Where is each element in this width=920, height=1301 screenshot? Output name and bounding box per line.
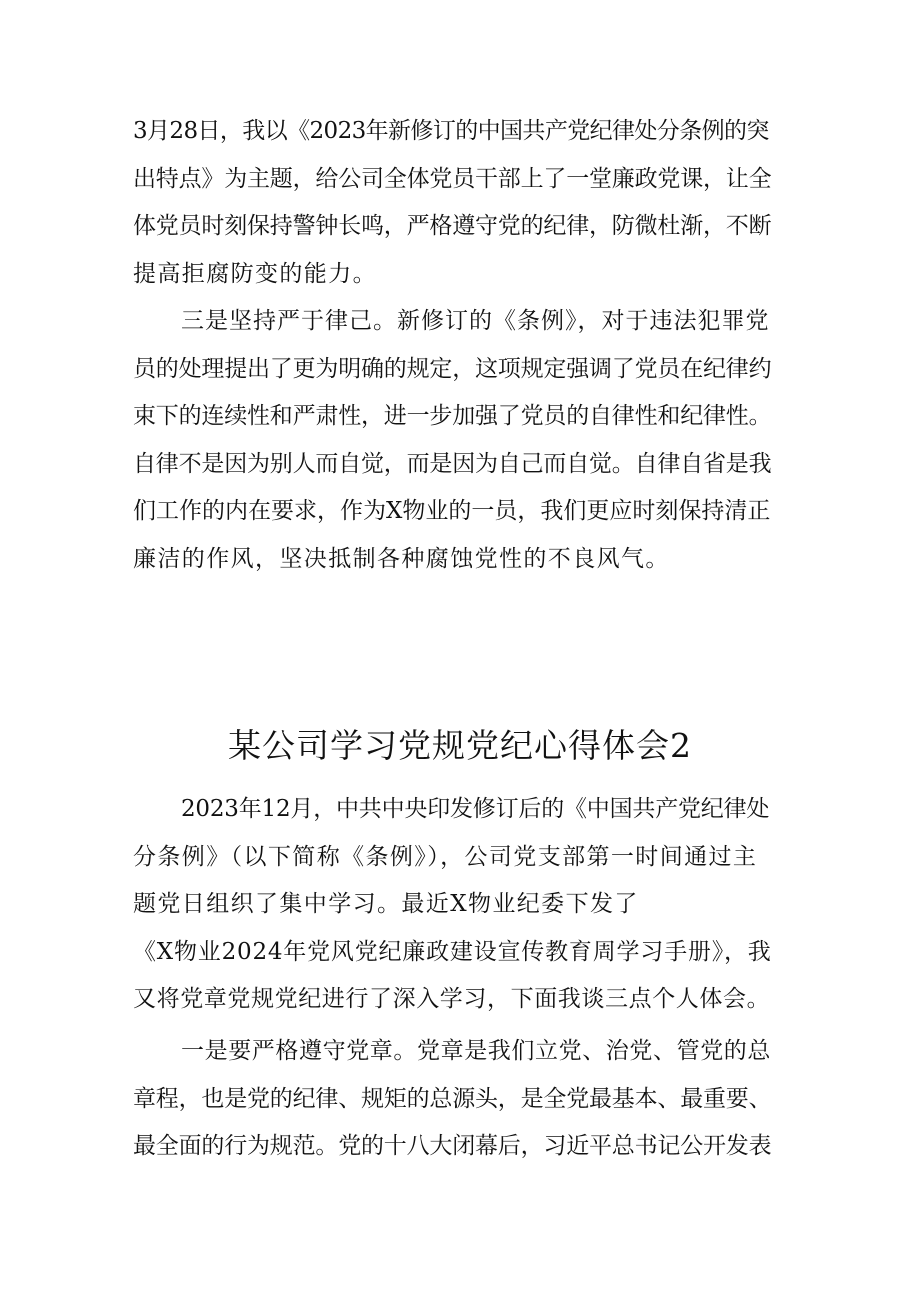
text-line: 《X物业2024年党风党纪廉政建设宣传教育周学习手册》，我	[133, 938, 772, 965]
text-line: 题党日组织了集中学习。最近X物业纪委下发了	[133, 891, 639, 917]
text-line: 廉洁的作风，坚决抵制各种腐蚀党性的不良风气。	[133, 545, 670, 572]
text-line: 分条例》（以下简称《条例》），公司党支部第一时间通过主	[133, 843, 758, 870]
text-line: 体党员时刻保持警钟长鸣，严格遵守党的纪律，防微杜渐，不断	[133, 213, 772, 239]
text-line: 员的处理提出了更为明确的规定，这项规定强调了党员在纪律约	[133, 355, 772, 382]
text-line: 们工作的内在要求，作为X物业的一员，我们更应时刻保持清正	[133, 498, 771, 524]
text-line: 又将党章党规党纪进行了深入学习，下面我谈三点个人体会。	[133, 986, 771, 1012]
paragraph-intro	[133, 786, 773, 1024]
text-line: 自律不是因为别人而自觉，而是因为自己而自觉。自律自省是我	[133, 450, 772, 477]
text-line: 提高拒腐防变的能力。	[133, 260, 377, 287]
text-line: 章程，也是党的纪律、规矩的总源头，是全党最基本、最重要、	[133, 1085, 772, 1112]
paragraph-party-constitution	[133, 1028, 773, 1171]
paragraph-self-discipline	[133, 298, 773, 583]
text-line: 最全面的行为规范。党的十八大闭幕后，习近平总书记公开发表	[133, 1133, 772, 1159]
text-line: 出特点》为主题，给公司全体党员干部上了一堂廉政党课，让全	[133, 165, 772, 192]
paragraph-lecture	[133, 108, 773, 298]
text-line: 三是坚持严于律己。新修订的《条例》，对于违法犯罪党	[181, 308, 770, 334]
text-line: 束下的连续性和严肃性，进一步加强了党员的自律性和纪律性。	[133, 403, 772, 429]
text-line: 3月28日，我以《2023年新修订的中国共产党纪律处分条例的突	[133, 118, 769, 144]
section-title: 某公司学习党规党纪心得体会2	[228, 726, 692, 765]
text-line: 一是要严格遵守党章。党章是我们立党、治党、管党的总	[181, 1038, 771, 1064]
text-line: 2023年12月，中共中央印发修订后的《中国共产党纪律处	[181, 796, 770, 822]
